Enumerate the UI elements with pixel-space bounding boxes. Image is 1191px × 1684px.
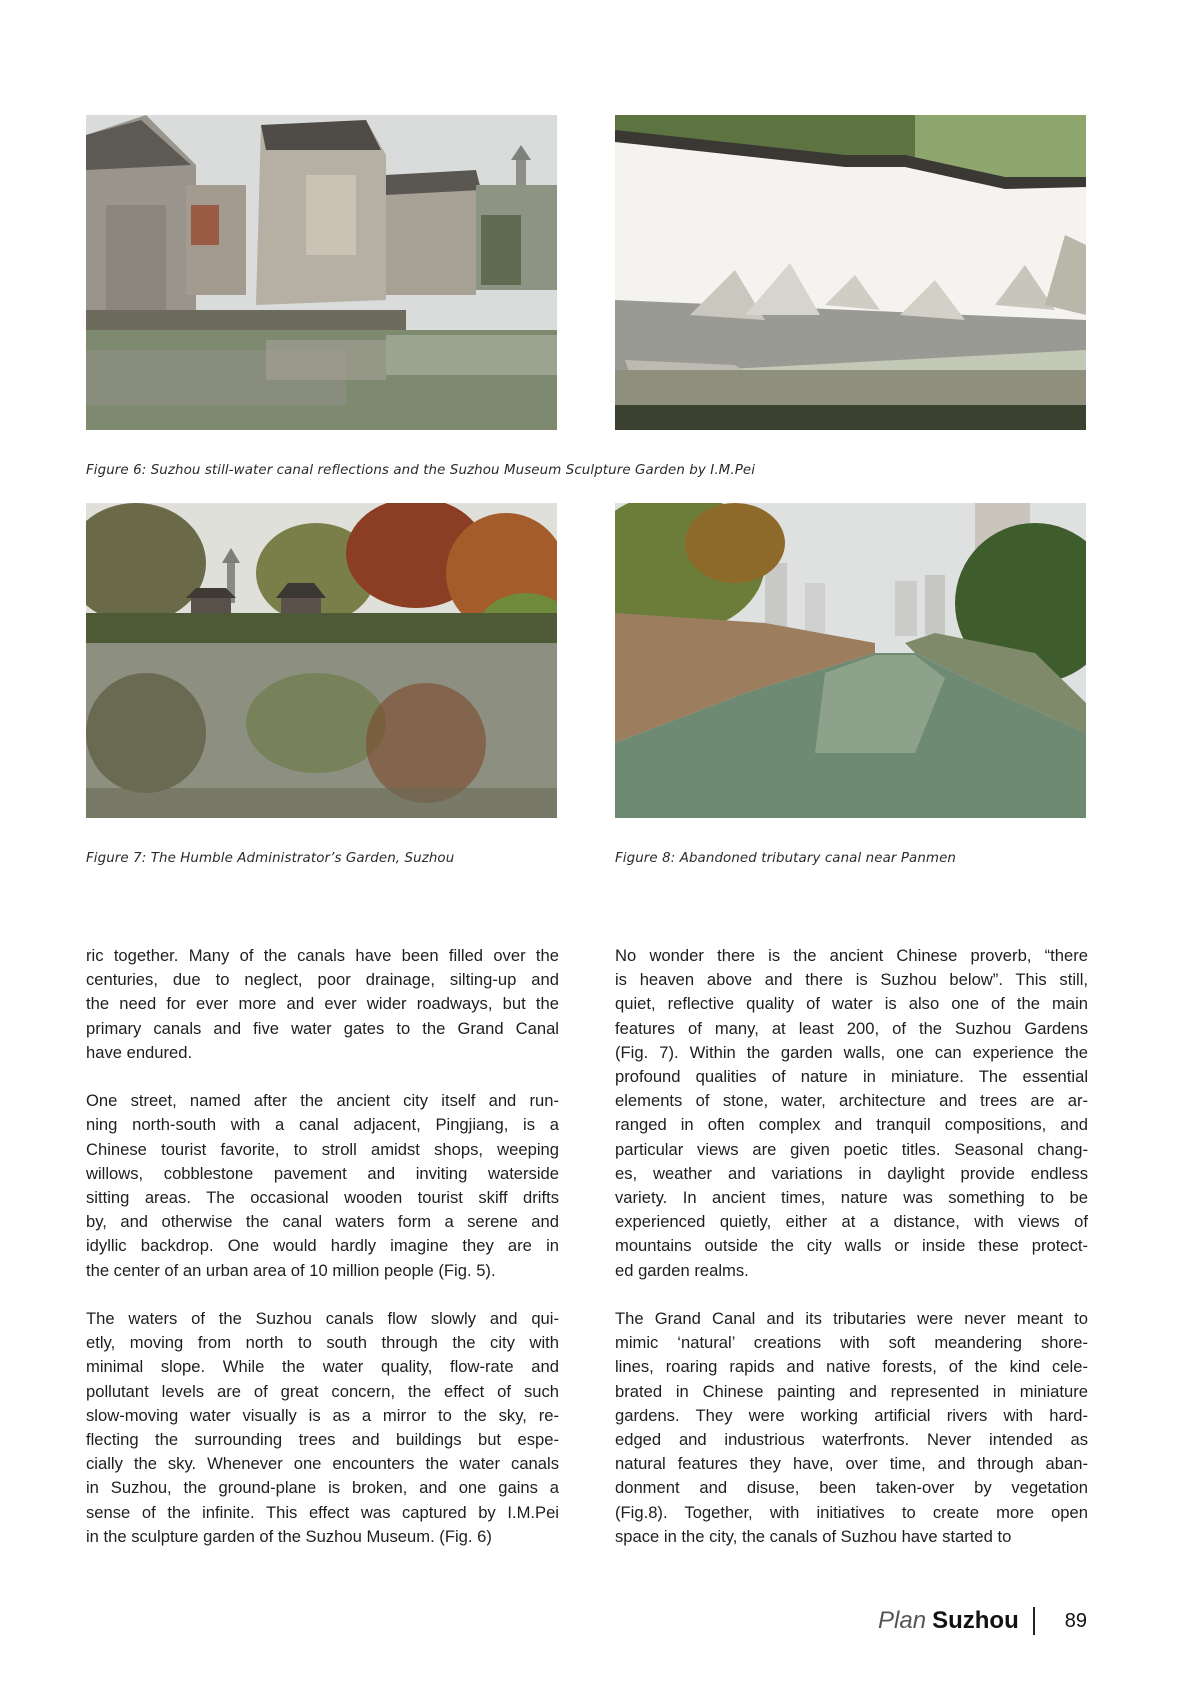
text-line: in the sculpture garden of the Suzhou Museum. (Fig. 6) [86,1526,492,1546]
figure-6-sculpture-garden-photo [615,115,1086,430]
text-line: profound qualities of nature in miniature. The essential [615,1067,1088,1087]
text-line: willows, cobblestone pavement and inviting waterside [86,1163,559,1183]
text-line: edged and industrious waterfronts. Never intended as [615,1430,1088,1450]
text-line: minimal slope. While the water quality, flow-rate and [86,1357,559,1377]
figure-8-canal-photo [615,503,1086,818]
text-line: mimic ‘natural’ creations with soft meandering shore- [615,1333,1088,1353]
text-line: sense of the infinite. This effect was captured by I.M.Pei [86,1502,559,1522]
text-line: ranged in often complex and tranquil compositions, and [615,1115,1088,1135]
text-line: ric together. Many of the canals have been filled over the [86,946,559,965]
figure-7-garden-photo [86,503,557,818]
text-line: by, and otherwise the canal waters form a serene and [86,1212,559,1232]
text-line: idyllic backdrop. One would hardly imagine they are in [86,1236,559,1256]
text-line: (Fig. 7). Within the garden walls, one can experience the [615,1042,1088,1062]
text-line: etly, moving from north to south through the city with [86,1333,559,1353]
footer-divider [1033,1607,1035,1635]
text-line: in Suzhou, the ground-plane is broken, and one gains a [86,1478,559,1498]
text-line: slow-moving water visually is as a mirror to the sky, re- [86,1405,559,1425]
text-line: gardens. They were working artificial rivers with hard- [615,1405,1088,1425]
figure-8-caption: Figure 8: Abandoned tributary canal near Panmen [615,851,956,866]
body-paragraph [615,1307,1088,1549]
body-paragraph [86,1307,559,1549]
text-line: flecting the surrounding trees and buildings but espe- [86,1430,559,1450]
figure-6-canal-houses-photo [86,115,557,430]
page-number: 89 [1064,1609,1087,1632]
text-line: Chinese tourist favorite, to stroll amidst shops, weeping [86,1139,559,1159]
text-line: the need for ever more and ever wider roadways, but the [86,994,559,1014]
text-line: space in the city, the canals of Suzhou have started to [615,1526,1012,1546]
text-line: The Grand Canal and its tributaries were never meant to [615,1309,1088,1329]
text-line: elements of stone, water, architecture and trees are ar- [615,1091,1088,1111]
text-line: primary canals and five water gates to the Grand Canal [86,1018,559,1038]
text-line: brated in Chinese painting and represented in miniature [615,1381,1088,1401]
text-line: cially the sky. Whenever one encounters the water canals [86,1454,559,1474]
text-line: es, weather and variations in daylight provide endless [615,1163,1088,1183]
publication-name-bold: Suzhou [932,1607,1019,1634]
figure-6-caption: Figure 6: Suzhou still-water canal reflections and the Suzhou Museum Sculpture Garden by I.M.Pei [86,463,756,478]
publication-name-italic: Plan [878,1607,927,1634]
text-line: sitting areas. The occasional wooden tourist skiff drifts [86,1188,559,1208]
body-paragraph [86,944,559,1065]
body-paragraph [615,944,1088,1283]
text-line: experienced quietly, either at a distance, with views of [615,1212,1088,1232]
text-line: is heaven above and there is Suzhou below”. This still, [615,970,1088,990]
text-line: lines, roaring rapids and native forests, of the kind cele- [615,1357,1088,1377]
text-line: quiet, reflective quality of water is also one of the main [615,994,1088,1014]
text-line: natural features they have, over time, and through aban- [615,1454,1088,1474]
text-line: the center of an urban area of 10 million people (Fig. 5). [86,1260,496,1280]
text-line: One street, named after the ancient city itself and run- [86,1091,559,1111]
text-line: The waters of the Suzhou canals flow slowly and qui- [86,1309,559,1329]
text-line: ed garden realms. [615,1260,749,1280]
text-line: donment and disuse, been taken-over by vegetation [615,1478,1088,1498]
body-column-left [86,944,559,1549]
text-line: No wonder there is the ancient Chinese proverb, “there [615,946,1088,965]
text-line: ning north-south with a canal adjacent, Pingjiang, is a [86,1115,559,1135]
figure-7-caption: Figure 7: The Humble Administrator’s Garden, Suzhou [86,851,455,866]
text-line: pollutant levels are of great concern, the effect of such [86,1381,559,1401]
text-line: particular views are given poetic titles. Seasonal chang- [615,1139,1088,1159]
text-line: (Fig.8). Together, with initiatives to create more open [615,1502,1088,1522]
body-paragraph [86,1089,559,1283]
text-line: have endured. [86,1042,193,1062]
text-line: variety. In ancient times, nature was something to be [615,1188,1088,1208]
page-footer [878,1605,1087,1637]
text-line: mountains outside the city walls or inside these protect- [615,1236,1088,1256]
text-line: features of many, at least 200, of the Suzhou Gardens [615,1018,1088,1038]
body-column-right [615,944,1088,1549]
text-line: centuries, due to neglect, poor drainage, silting-up and [86,970,559,990]
